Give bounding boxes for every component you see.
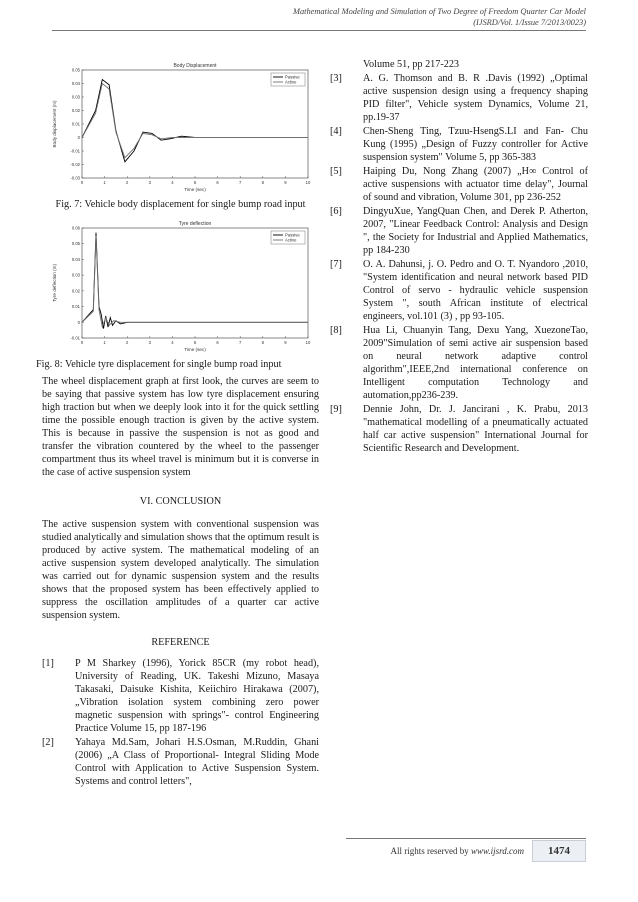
x-tick-label: 2 — [126, 339, 129, 345]
x-tick-label: 8 — [261, 339, 264, 345]
y-tick-label: -0.03 — [70, 175, 80, 181]
reference-text: Yahaya Md.Sam, Johari H.S.Osman, M.Ruddin, Ghani (2006) „A Class of Proportional- Integral Sliding Mode Control with Application to Active Suspension System. Systems and control letters", — [75, 737, 319, 787]
figure-7-caption: Fig. 7: Vehicle body displacement for single bump road input — [55, 199, 306, 210]
reference-item — [330, 125, 588, 164]
x-axis-label: Time (sec) — [184, 346, 206, 352]
tyre-deflection-chart — [48, 216, 316, 354]
reference-item — [42, 736, 319, 788]
x-tick-label: 4 — [171, 180, 174, 185]
reference-text: Haiping Du, Nong Zhang (2007) „H∞ Control of active suspensions with actuator time delay", Journal of sound and vibration, Volume 301, pp 236-252 — [363, 166, 588, 203]
x-tick-label: 1 — [103, 180, 106, 185]
header-issue: (IJSRD/Vol. 1/Issue 7/2013/0023) — [473, 18, 586, 27]
reference-text: Dennie John, Dr. J. Jancirani , K. Prabu, 2013 "mathematical modelling of a pneumatically actuated half car active suspension" International Journal for Scientific Research and Development. — [363, 404, 588, 454]
x-tick-label: 8 — [261, 180, 264, 185]
running-header — [293, 6, 586, 28]
y-axis-label: Tyre deflection (m) — [52, 263, 57, 302]
x-tick-label: 0 — [80, 180, 84, 185]
y-tick-label: 0.02 — [71, 287, 80, 293]
reference-text: P M Sharkey (1996), Yorick 85CR (my robot head), University of Reading, UK. Takeshi Mizuno, Masaya Takasaki, Daisuke Kishita, Keiichiro Hirakawa (2007),„Vibration isolation system combining zero power magnetic suspension with springs"- control Engineering Practice Volume 15, pp 187-196 — [75, 658, 319, 734]
y-tick-label: 0.06 — [71, 225, 80, 230]
reference-number: [4] — [330, 126, 342, 137]
reference-text: A. G. Thomson and B. R .Davis (1992) „Optimal active suspension design using a frequency shaping PID filter", Vehicle system Dynamics, Volume 21, pp.19-37 — [363, 73, 588, 123]
reference-item — [330, 165, 588, 204]
y-tick-label: -0.01 — [70, 148, 80, 154]
x-tick-label: 9 — [284, 180, 287, 185]
reference-text: Volume 51, pp 217-223 — [363, 59, 460, 70]
x-tick-label: 1 — [103, 339, 106, 345]
footer-rights — [391, 846, 525, 856]
right-column — [330, 58, 588, 456]
reference-item — [330, 258, 588, 323]
page-footer — [346, 838, 586, 862]
footer-divider — [346, 838, 586, 839]
y-tick-label: 0.01 — [71, 121, 80, 127]
figure-8-caption: Fig. 8: Vehicle tyre displacement for single bump road input — [36, 358, 282, 370]
y-tick-label: -0.02 — [70, 162, 80, 167]
reference-text: Hua Li, Chuanyin Tang, Dexu Yang, XuezoneTao, 2009"Simulation of semi active air suspension based on neural network adaptive control algorithm",IEEE,2nd international conference on Intelligent computation Technology and automation,pp236-239. — [363, 325, 588, 401]
reference-item — [330, 205, 588, 257]
conclusion-paragraph: The active suspension system with conventional suspension was studied analytically and simulation shows that the optimum result is produced by active system. The mathematical modeling of an active suspension system developed analytically. The simulation was carried out for dynamic suspension system and the results shows that the proposed system has been effectively applied to suppress the oscillation amplitudes of a quarter car active suspension system. — [42, 519, 320, 621]
discussion-paragraph: The wheel displacement graph at first look, the curves are seem to be saying that passive system has low tyre displacement ensuring high traction but when we deeply look into it for the quick settling time the possible enough traction is given by the active system. This is because in passive the suspension is not as good and transfer the vibration countered by the wheel to the passenger compartment thus its wheel travel is minimum but it is converse in the case of active suspension system — [42, 376, 319, 478]
legend-label: Passive — [285, 232, 300, 238]
y-tick-label: 0.05 — [71, 67, 80, 73]
reference-heading: REFERENCE — [151, 637, 210, 648]
y-axis-label: Body displacement (m) — [52, 100, 57, 148]
y-tick-label: 0 — [77, 319, 80, 325]
reference-number: [7] — [330, 259, 342, 270]
x-tick-label: 7 — [239, 339, 242, 345]
reference-number: [3] — [330, 73, 342, 84]
header-divider — [52, 30, 586, 31]
legend-label: Active — [285, 237, 297, 243]
reference-text: Chen-Sheng Ting, Tzuu-HsengS.LI and Fan- Chu Kung (1995) „Design of Fuzzy controller for Active suspension system" Volume 5, pp 365-383 — [363, 126, 588, 163]
y-tick-label: 0.01 — [71, 303, 80, 309]
reference-item — [330, 58, 588, 71]
y-tick-label: 0.02 — [71, 108, 80, 113]
chart-title: Body Displacement — [173, 63, 217, 69]
x-tick-label: 3 — [148, 339, 151, 345]
y-tick-label: 0.04 — [71, 256, 80, 262]
y-tick-label: 0.03 — [71, 272, 80, 278]
x-tick-label: 5 — [193, 180, 197, 185]
x-tick-label: 6 — [216, 339, 219, 345]
legend-label: Passive — [285, 74, 300, 80]
header-title: Mathematical Modeling and Simulation of Two Degree of Freedom Quarter Car Model — [292, 7, 586, 16]
footer-site-link[interactable]: www.ijsrd.com — [470, 846, 524, 856]
x-tick-label: 6 — [216, 180, 219, 185]
reference-text: O. A. Dahunsi, j. O. Pedro and O. T. Nyandoro ,2010, "System identification and neural network based PID Control of servo - hydraulic vehicle suspension System ", south African institute of electrical engineers, vol.101 (3) , pp 93-105. — [363, 259, 588, 322]
x-tick-label: 9 — [284, 339, 287, 345]
reference-number: [6] — [330, 206, 342, 217]
x-tick-label: 3 — [148, 180, 151, 185]
x-tick-label: 4 — [171, 339, 174, 345]
chart-title: Tyre deflection — [178, 220, 212, 227]
body-displacement-chart — [48, 58, 316, 194]
reference-text: DingyuXue, YangQuan Chen, and Derek P. Atherton, 2007, "Linear Feedback Control: Analysis and Design ", the Society for Industrial and Applied Mathematics, pp 184-230 — [363, 206, 588, 256]
conclusion-heading: VI. CONCLUSION — [139, 496, 222, 507]
reference-number: [2] — [42, 737, 54, 748]
y-tick-label: 0.03 — [71, 94, 80, 100]
y-tick-label: 0.05 — [71, 240, 80, 246]
footer-rights-text: All rights reserved by — [390, 846, 469, 856]
page-number: 1474 — [532, 840, 586, 862]
x-tick-label: 0 — [80, 339, 84, 345]
y-tick-label: 0.04 — [71, 81, 80, 86]
x-tick-label: 10 — [305, 339, 311, 345]
reference-item — [330, 72, 588, 124]
reference-number: [5] — [330, 166, 342, 177]
x-tick-label: 2 — [126, 180, 129, 185]
x-tick-label: 7 — [239, 180, 242, 185]
reference-number: [9] — [330, 404, 342, 415]
x-tick-label: 5 — [193, 339, 197, 345]
reference-number: [8] — [330, 325, 342, 336]
reference-item — [330, 324, 588, 402]
y-tick-label: 0 — [77, 135, 80, 140]
reference-item — [330, 403, 588, 455]
reference-number — [330, 58, 363, 71]
legend-label: Active — [285, 79, 297, 85]
x-tick-label: 10 — [305, 180, 311, 185]
x-axis-label: Time (sec) — [184, 187, 206, 192]
y-tick-label: -0.01 — [70, 335, 80, 340]
reference-number: [1] — [42, 658, 54, 669]
figure-body-displacement — [48, 58, 319, 198]
left-column — [36, 58, 320, 789]
reference-item — [42, 657, 319, 735]
figure-tyre-deflection — [48, 216, 319, 358]
